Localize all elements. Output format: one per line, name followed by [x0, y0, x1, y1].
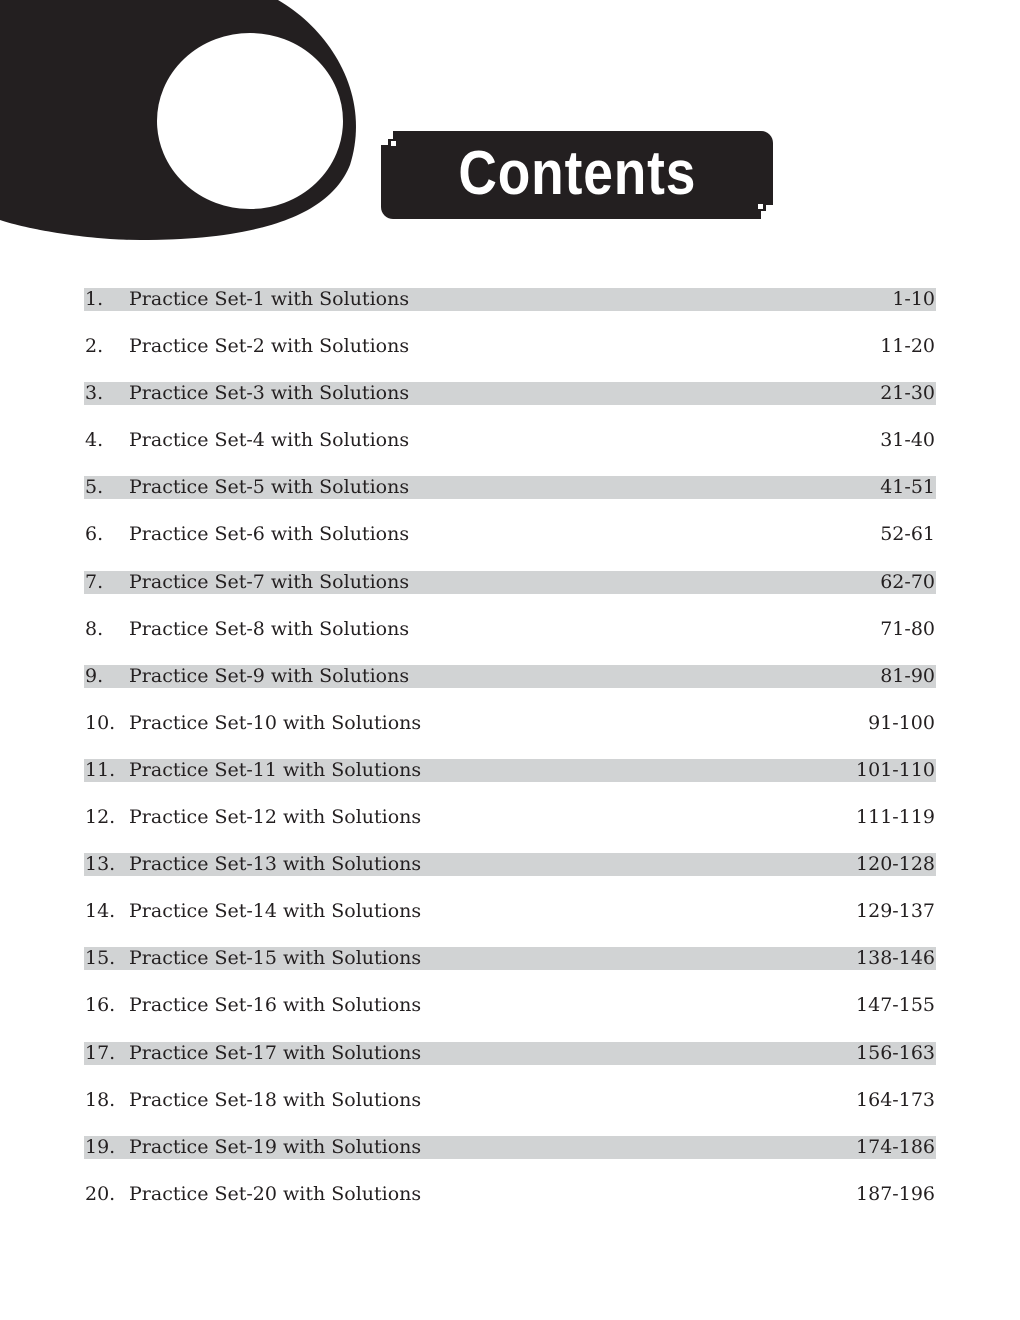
toc-number: 4. [85, 429, 104, 452]
toc-label[interactable]: Practice Set-18 with Solutions [129, 1088, 422, 1111]
toc-row[interactable] [84, 523, 936, 570]
badge-notch-top-left-inner [381, 131, 388, 145]
toc-number: 11. [85, 758, 116, 781]
toc-row[interactable] [84, 1089, 936, 1136]
toc-label[interactable]: Practice Set-4 with Solutions [129, 429, 410, 452]
toc-number: 14. [85, 900, 116, 923]
toc-row[interactable] [84, 853, 936, 900]
title-badge [381, 131, 773, 219]
toc-pages: 91-100 [868, 711, 935, 734]
toc-row[interactable] [84, 947, 936, 994]
toc-number: 16. [85, 994, 116, 1017]
badge-notch-bottom-right-inner [766, 205, 773, 219]
toc-number: 12. [85, 806, 116, 829]
toc-label[interactable]: Practice Set-19 with Solutions [129, 1135, 422, 1158]
white-circle-shape [156, 32, 344, 210]
toc-label[interactable]: Practice Set-7 with Solutions [129, 570, 410, 593]
toc-pages: 31-40 [880, 429, 935, 452]
toc-pages: 156-163 [856, 1041, 935, 1064]
toc-row[interactable] [84, 1183, 936, 1230]
toc-row[interactable] [84, 288, 936, 335]
toc-row[interactable] [84, 665, 936, 712]
toc-number: 20. [85, 1182, 116, 1205]
toc-number: 17. [85, 1041, 116, 1064]
toc-pages: 120-128 [856, 853, 935, 876]
toc-number: 13. [85, 853, 116, 876]
toc-row[interactable] [84, 429, 936, 476]
toc-label[interactable]: Practice Set-6 with Solutions [129, 523, 410, 546]
toc-number: 6. [85, 523, 104, 546]
table-of-contents [84, 288, 936, 1230]
corner-decoration [0, 0, 360, 250]
toc-pages: 147-155 [856, 994, 935, 1017]
toc-label[interactable]: Practice Set-16 with Solutions [129, 994, 422, 1017]
toc-number: 5. [85, 476, 104, 499]
toc-row[interactable] [84, 994, 936, 1041]
page-title: Contents [458, 139, 696, 208]
toc-label[interactable]: Practice Set-13 with Solutions [129, 853, 422, 876]
toc-number: 7. [85, 570, 104, 593]
toc-pages: 71-80 [880, 617, 935, 640]
toc-number: 1. [85, 288, 104, 310]
toc-pages: 187-196 [856, 1182, 935, 1205]
toc-label[interactable]: Practice Set-3 with Solutions [129, 382, 410, 405]
toc-label[interactable]: Practice Set-14 with Solutions [129, 900, 422, 923]
toc-label[interactable]: Practice Set-15 with Solutions [129, 947, 422, 970]
toc-number: 9. [85, 664, 104, 687]
toc-pages: 1-10 [892, 288, 935, 310]
toc-number: 18. [85, 1088, 116, 1111]
toc-row[interactable] [84, 900, 936, 947]
toc-pages: 101-110 [856, 758, 935, 781]
toc-pages: 52-61 [880, 523, 935, 546]
badge-notch-top-left-pixel [391, 141, 396, 146]
toc-label[interactable]: Practice Set-12 with Solutions [129, 806, 422, 829]
toc-pages: 164-173 [856, 1088, 935, 1111]
toc-number: 3. [85, 382, 104, 405]
toc-pages: 21-30 [880, 382, 935, 405]
toc-row[interactable] [84, 476, 936, 523]
toc-pages: 11-20 [880, 335, 935, 358]
toc-row[interactable] [84, 759, 936, 806]
toc-row[interactable] [84, 382, 936, 429]
toc-label[interactable]: Practice Set-8 with Solutions [129, 617, 410, 640]
toc-label[interactable]: Practice Set-11 with Solutions [129, 758, 422, 781]
toc-number: 15. [85, 947, 116, 970]
toc-label[interactable]: Practice Set-9 with Solutions [129, 664, 410, 687]
toc-row[interactable] [84, 571, 936, 618]
toc-pages: 81-90 [880, 664, 935, 687]
toc-pages: 62-70 [880, 570, 935, 593]
toc-row[interactable] [84, 712, 936, 759]
toc-pages: 41-51 [880, 476, 935, 499]
toc-label[interactable]: Practice Set-10 with Solutions [129, 711, 422, 734]
toc-number: 8. [85, 617, 104, 640]
toc-row[interactable] [84, 1042, 936, 1089]
toc-label[interactable]: Practice Set-2 with Solutions [129, 335, 410, 358]
toc-number: 2. [85, 335, 104, 358]
toc-pages: 129-137 [856, 900, 935, 923]
toc-label[interactable]: Practice Set-17 with Solutions [129, 1041, 422, 1064]
toc-number: 19. [85, 1135, 116, 1158]
toc-pages: 111-119 [856, 806, 935, 829]
toc-row[interactable] [84, 806, 936, 853]
toc-label[interactable]: Practice Set-5 with Solutions [129, 476, 410, 499]
toc-pages: 174-186 [856, 1135, 935, 1158]
toc-row[interactable] [84, 618, 936, 665]
toc-label[interactable]: Practice Set-1 with Solutions [129, 288, 410, 310]
toc-row[interactable] [84, 335, 936, 382]
toc-number: 10. [85, 711, 116, 734]
badge-notch-bottom-right-pixel [758, 204, 763, 209]
toc-row[interactable] [84, 1136, 936, 1183]
toc-pages: 138-146 [856, 947, 935, 970]
toc-label[interactable]: Practice Set-20 with Solutions [129, 1182, 422, 1205]
